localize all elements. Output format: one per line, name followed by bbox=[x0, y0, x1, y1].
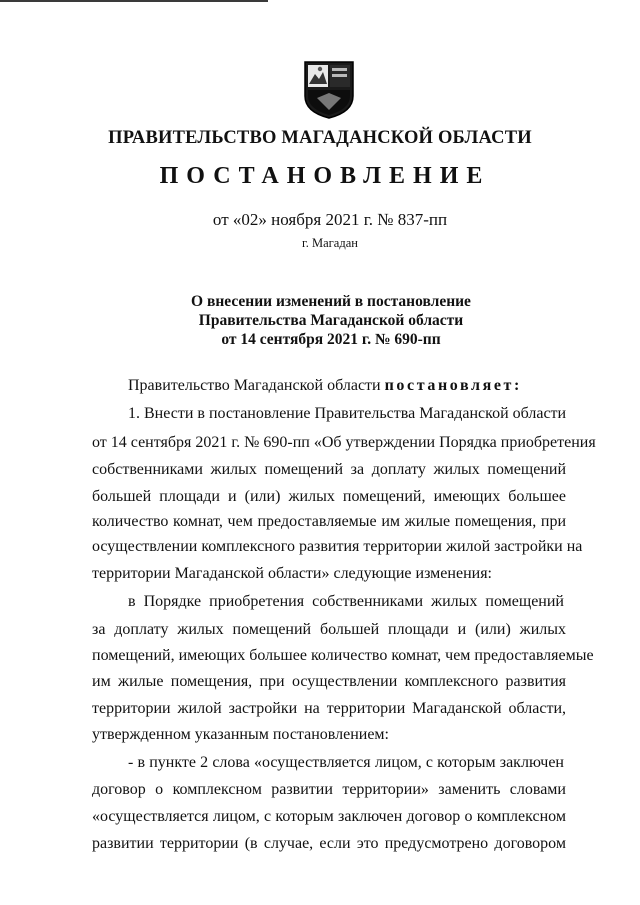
preamble bbox=[128, 376, 568, 396]
document-subject bbox=[0, 292, 640, 349]
document-type: ПОСТАНОВЛЕНИЕ bbox=[159, 163, 491, 189]
body-line: им жилые помещения, при осуществлении комплексного развития bbox=[92, 673, 566, 690]
preamble-verb: постановляет: bbox=[384, 377, 522, 394]
body-line: 1. Внести в постановление Правительства Магаданской области bbox=[128, 405, 567, 422]
body-line: в Порядке приобретения собственниками жилых помещений bbox=[128, 593, 564, 610]
body-line: утвержденном указанным постановлением: bbox=[92, 726, 389, 743]
body-line: осуществлении комплексного развития территории жилой застройки на bbox=[92, 538, 583, 555]
subject-line: О внесении изменений в постановление bbox=[191, 293, 471, 310]
body-line: большей площади и (или) жилых помещений, имеющих большее bbox=[92, 488, 566, 505]
body-line: договор о комплексном развитии территории» заменить словами bbox=[92, 781, 566, 798]
body-line: - в пункте 2 слова «осуществляется лицом, с которым заключен bbox=[128, 754, 564, 771]
subject-line: от 14 сентября 2021 г. № 690-пп bbox=[221, 331, 441, 348]
body-line: территории Магаданской области» следующие изменения: bbox=[92, 565, 492, 582]
body-line: территории жилой застройки на территории Магаданской области, bbox=[92, 700, 566, 717]
body-line: от 14 сентября 2021 г. № 690-пп «Об утверждении Порядка приобретения bbox=[92, 434, 596, 451]
body-line: за доплату жилых помещений большей площади и (или) жилых bbox=[92, 621, 566, 638]
scan-edge-line bbox=[0, 0, 268, 2]
government-name: ПРАВИТЕЛЬСТВО МАГАДАНСКОЙ ОБЛАСТИ bbox=[108, 128, 532, 148]
coat-of-arms-emblem bbox=[303, 60, 355, 120]
subject-line: Правительства Магаданской области bbox=[198, 312, 464, 329]
body-line: количество комнат, чем предоставляемые им жилые помещения, при bbox=[92, 513, 566, 530]
document-city: г. Магадан bbox=[302, 236, 358, 250]
body-line: собственниками жилых помещений за доплату жилых помещений bbox=[92, 461, 566, 478]
body-line: помещений, имеющих большее количество комнат, чем предоставляемые bbox=[92, 647, 594, 664]
document-date-number: от «02» ноября 2021 г. № 837-пп bbox=[212, 210, 448, 229]
preamble-text: Правительство Магаданской области bbox=[128, 377, 385, 394]
body-line: развитии территории (в случае, если это предусмотрено договором bbox=[92, 835, 566, 852]
body-line: «осуществляется лицом, с которым заключен договор о комплексном bbox=[92, 808, 566, 825]
